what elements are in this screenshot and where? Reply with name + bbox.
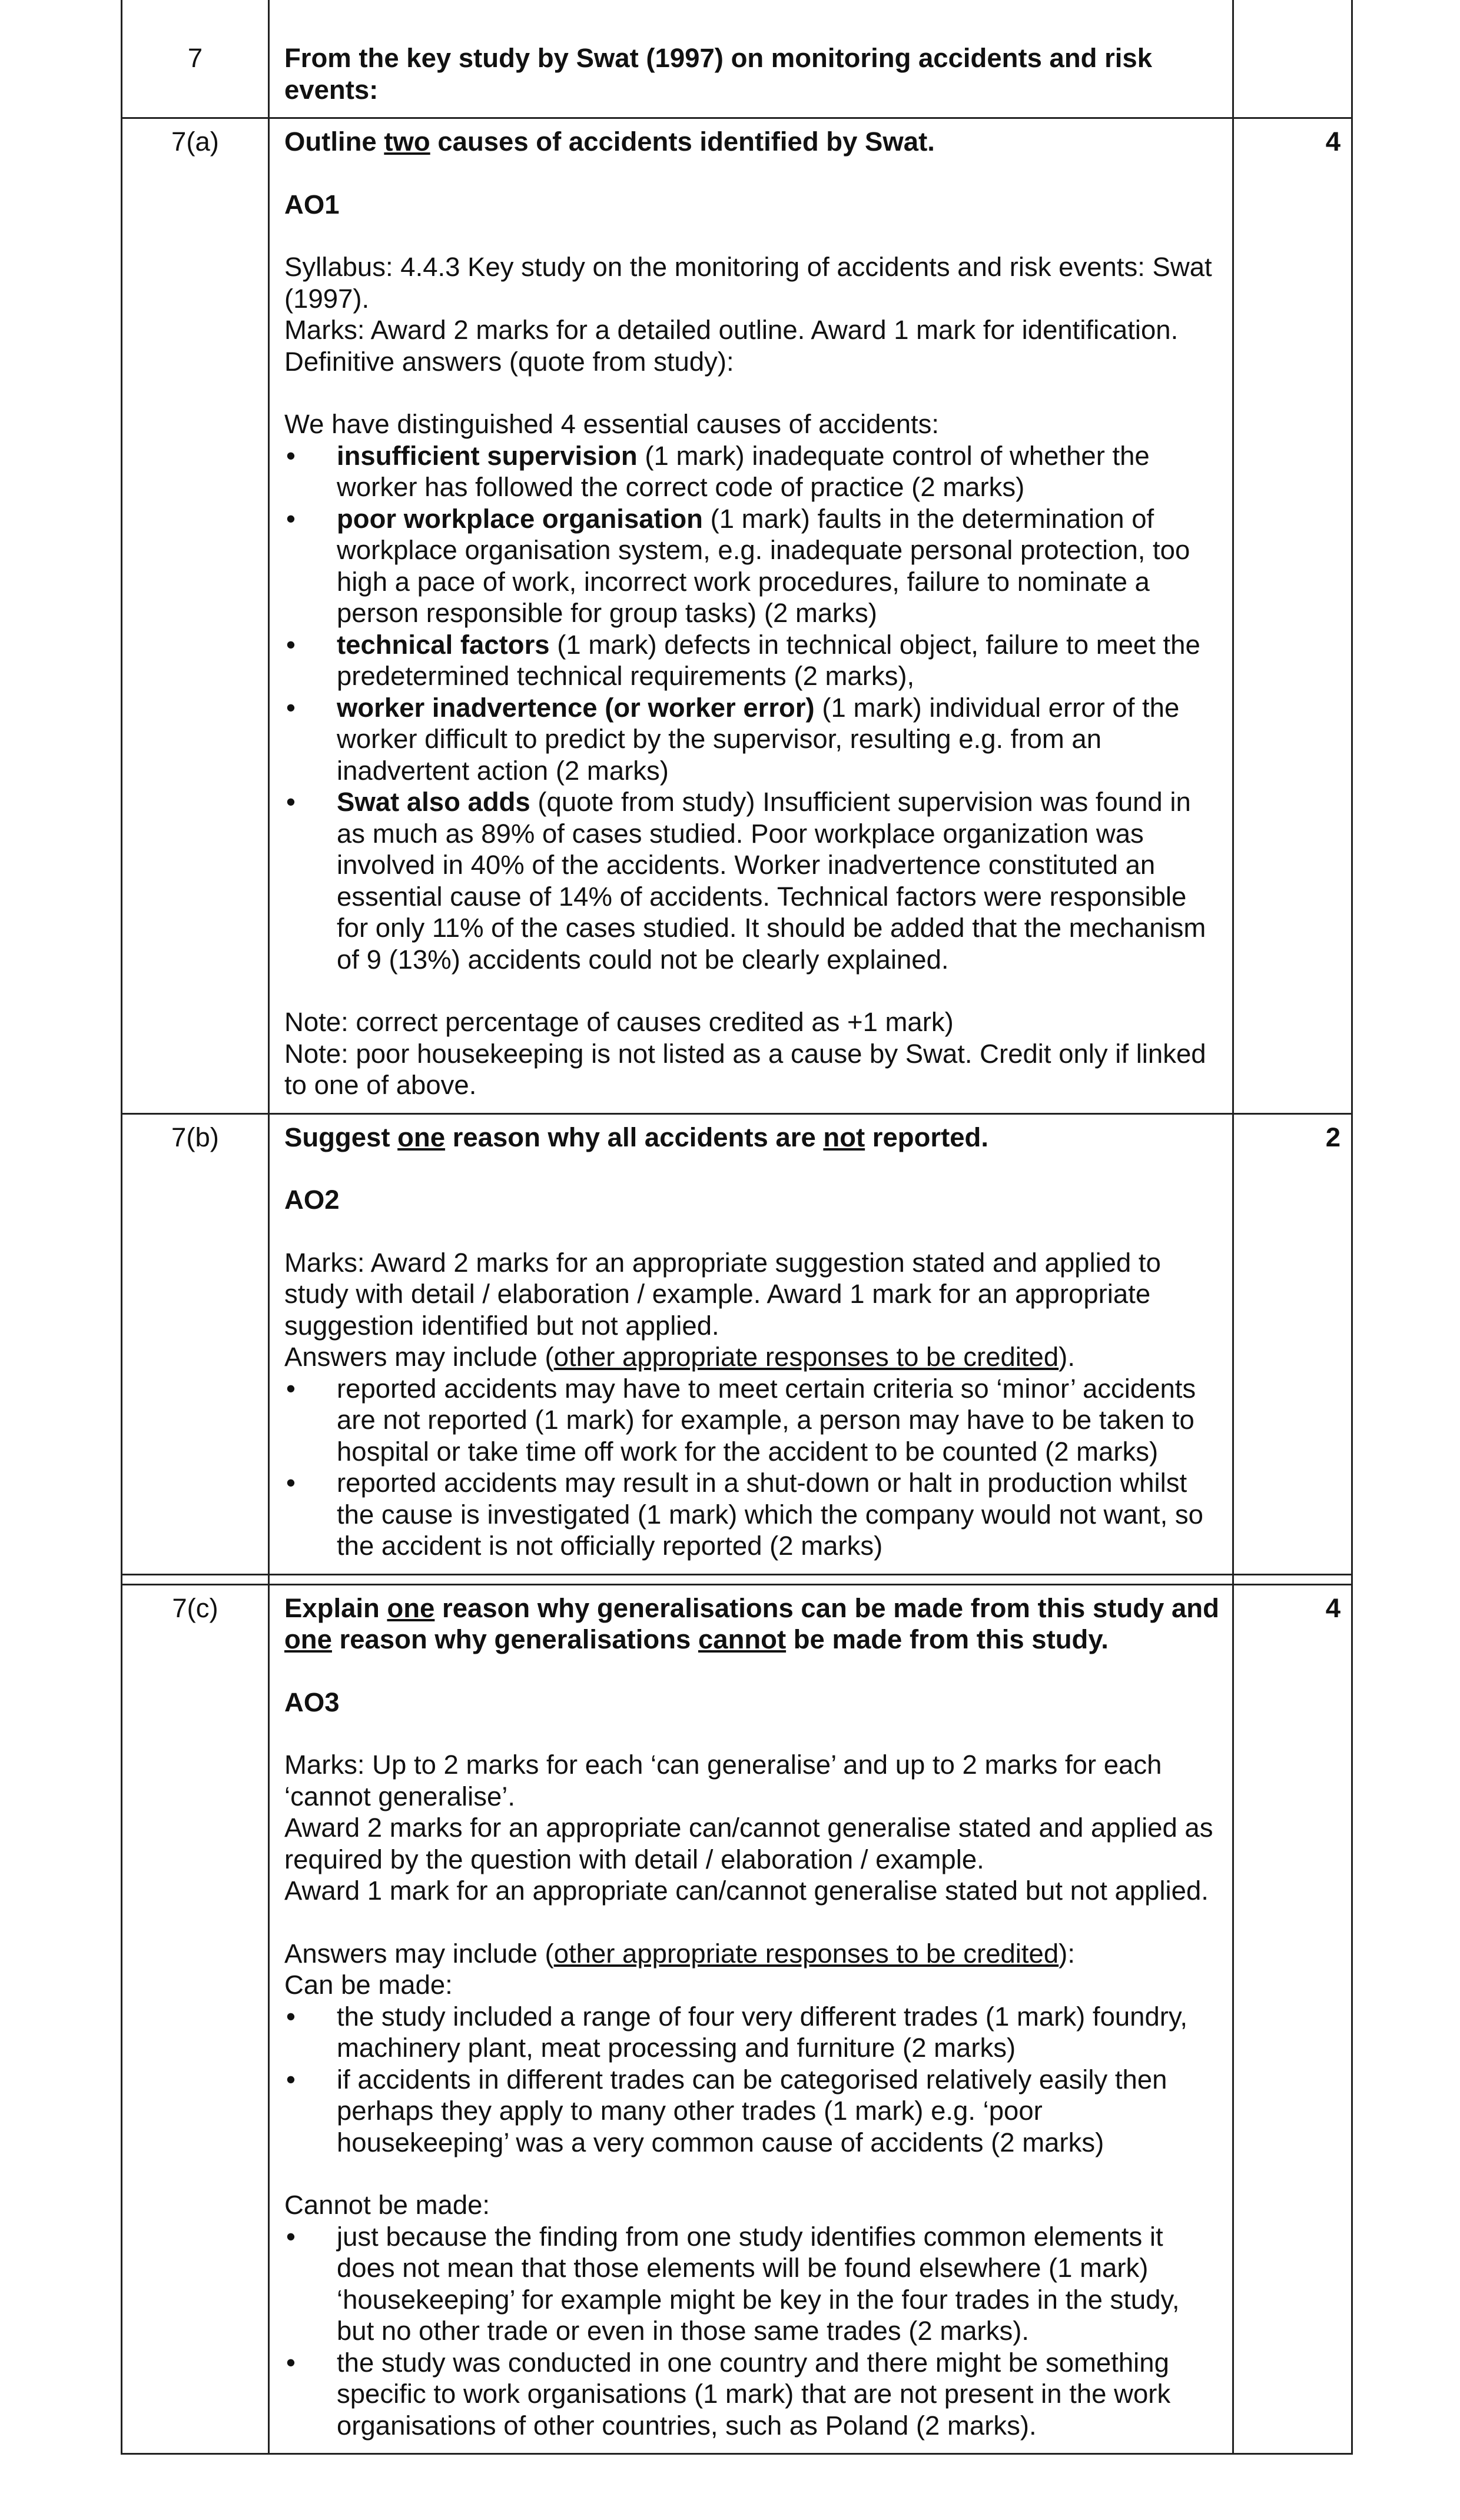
question-7c-row (122, 1584, 1352, 2454)
cannot-generalise-list (284, 2221, 1222, 2442)
answers-intro: We have distinguished 4 essential causes of accidents: (284, 409, 940, 439)
marks-guidance: Award 2 marks for an appropriate can/cannot generalise stated and applied as required by the question with detail / elaboration / example. (284, 1813, 1213, 1874)
question-number: 7(c) (122, 1584, 269, 2454)
bullet-icon: • (286, 2221, 296, 2252)
bullet-icon: • (286, 503, 296, 534)
list-item: • the study included a range of four very different trades (1 mark) foundry, machinery plant, meat processing and furniture (2 marks) (286, 2001, 1187, 2063)
question-number: 7 (122, 0, 269, 118)
question-7-title: From the key study by Swat (1997) on monitoring accidents and risk events: (284, 43, 1153, 105)
list-item: • the study was conducted in one country and there might be something specific to work organisations (1 mark) that are not present in the work organisations of other countries, such as Poland (2 marks). (286, 2347, 1171, 2441)
list-item: • poor workplace organisation (1 mark) faults in the determination of workplace organisation system, e.g. inadequate personal protection, too high a pace of work, incorrect work procedures, failure to nominate a person responsible for group tasks) (2 marks) (286, 503, 1190, 628)
note: Note: poor housekeeping is not listed as a cause by Swat. Credit only if linked to one of above. (284, 1038, 1206, 1100)
list-item: • insufficient supervision (1 mark) inadequate control of whether the worker has followed the correct code of practice (2 marks) (286, 440, 1150, 502)
answers-list (284, 1373, 1222, 1562)
answers-intro: Answers may include (other appropriate responses to be credited). (284, 1342, 1075, 1372)
bullet-icon: • (286, 1468, 296, 1498)
bullet-icon: • (286, 440, 296, 471)
question-7c-text: Explain one reason why generalisations can be made from this study and one reason why generalisations cannot be made from this study. (284, 1593, 1219, 1654)
bullet-icon: • (286, 2001, 296, 2032)
question-7b-text: Suggest one reason why all accidents are not reported. (284, 1122, 988, 1152)
causes-list (284, 440, 1222, 976)
list-item: • if accidents in different trades can be categorised relatively easily then perhaps they apply to many other trades (1 mark) e.g. ‘poor housekeeping’ was a very common cause of accidents (2 marks) (286, 2064, 1167, 2157)
cannot-generalise-label: Cannot be made: (284, 2190, 490, 2220)
bullet-icon: • (286, 787, 296, 817)
list-item: • technical factors (1 mark) defects in technical object, failure to meet the predetermined technical requirements (2 marks), (286, 629, 1200, 691)
question-7-row (122, 0, 1352, 118)
marks-cell: 2 (1233, 1113, 1352, 1574)
bullet-icon: • (286, 2347, 296, 2378)
question-7a-row (122, 118, 1352, 1114)
list-item: • reported accidents may result in a shut-down or halt in production whilst the cause is investigated (1 mark) which the company would not want, so the accident is not officially reported (2 marks) (286, 1468, 1203, 1561)
bullet-icon: • (286, 629, 296, 660)
assessment-objective: AO1 (284, 189, 340, 220)
list-item: • reported accidents may have to meet certain criteria so ‘minor’ accidents are not reported (1 mark) for example, a person may have to be taken to hospital or take time off work for the accident to be counted (2 marks) (286, 1373, 1196, 1467)
assessment-objective: AO3 (284, 1687, 340, 1717)
can-generalise-label: Can be made: (284, 1970, 453, 2000)
list-item: • worker inadvertence (or worker error) (1 mark) individual error of the worker difficult to predict by the supervisor, resulting e.g. from an inadvertent action (2 marks) (286, 692, 1180, 786)
marks-cell: 4 (1233, 118, 1352, 1114)
note: Note: correct percentage of causes credited as +1 mark) (284, 1007, 954, 1037)
can-generalise-list (284, 2001, 1222, 2159)
question-number: 7(a) (122, 118, 269, 1114)
definitive-answers-label: Definitive answers (quote from study): (284, 346, 734, 377)
list-item: • Swat also adds (quote from study) Insufficient supervision was found in as much as 89% of cases studied. Poor workplace organization was involved in 40% of the accidents. Worker inadvertence constituted an essential cause of 14% of accidents. Technical factors were responsible for only 11% of the cases studied. It should be added that the mechanism of 9 (13%) accidents could not be clearly explained. (286, 787, 1206, 975)
marks-cell: 4 (1233, 1584, 1352, 2454)
marks-guidance: Marks: Award 2 marks for an appropriate suggestion stated and applied to study with detail / elaboration / example. Award 1 mark for an appropriate suggestion identified but not applied. (284, 1247, 1161, 1341)
syllabus-ref: Syllabus: 4.4.3 Key study on the monitoring of accidents and risk events: Swat (1997). (284, 252, 1212, 314)
bullet-icon: • (286, 692, 296, 723)
answers-intro: Answers may include (other appropriate responses to be credited): (284, 1938, 1075, 1969)
question-7a-text: Outline two causes of accidents identified by Swat. (284, 127, 935, 157)
marks-guidance: Marks: Up to 2 marks for each ‘can generalise’ and up to 2 marks for each ‘cannot generalise’. (284, 1750, 1162, 1811)
marks-guidance: Award 1 mark for an appropriate can/cannot generalise stated but not applied. (284, 1876, 1209, 1906)
list-item: • just because the finding from one study identifies common elements it does not mean that those elements will be found elsewhere (1 mark) ‘housekeeping’ for example might be key in the four trades in the study, but no other trade or even in those same trades (2 marks). (286, 2221, 1180, 2346)
question-number: 7(b) (122, 1113, 269, 1574)
bullet-icon: • (286, 1373, 296, 1404)
marks-guidance: Marks: Award 2 marks for a detailed outline. Award 1 mark for identification. (284, 315, 1179, 345)
bullet-icon: • (286, 2064, 296, 2095)
spacer-row (122, 1574, 1352, 1584)
assessment-objective: AO2 (284, 1185, 340, 1215)
mark-scheme-table (121, 0, 1353, 2455)
question-7b-row (122, 1113, 1352, 1574)
marks-cell (1233, 0, 1352, 118)
